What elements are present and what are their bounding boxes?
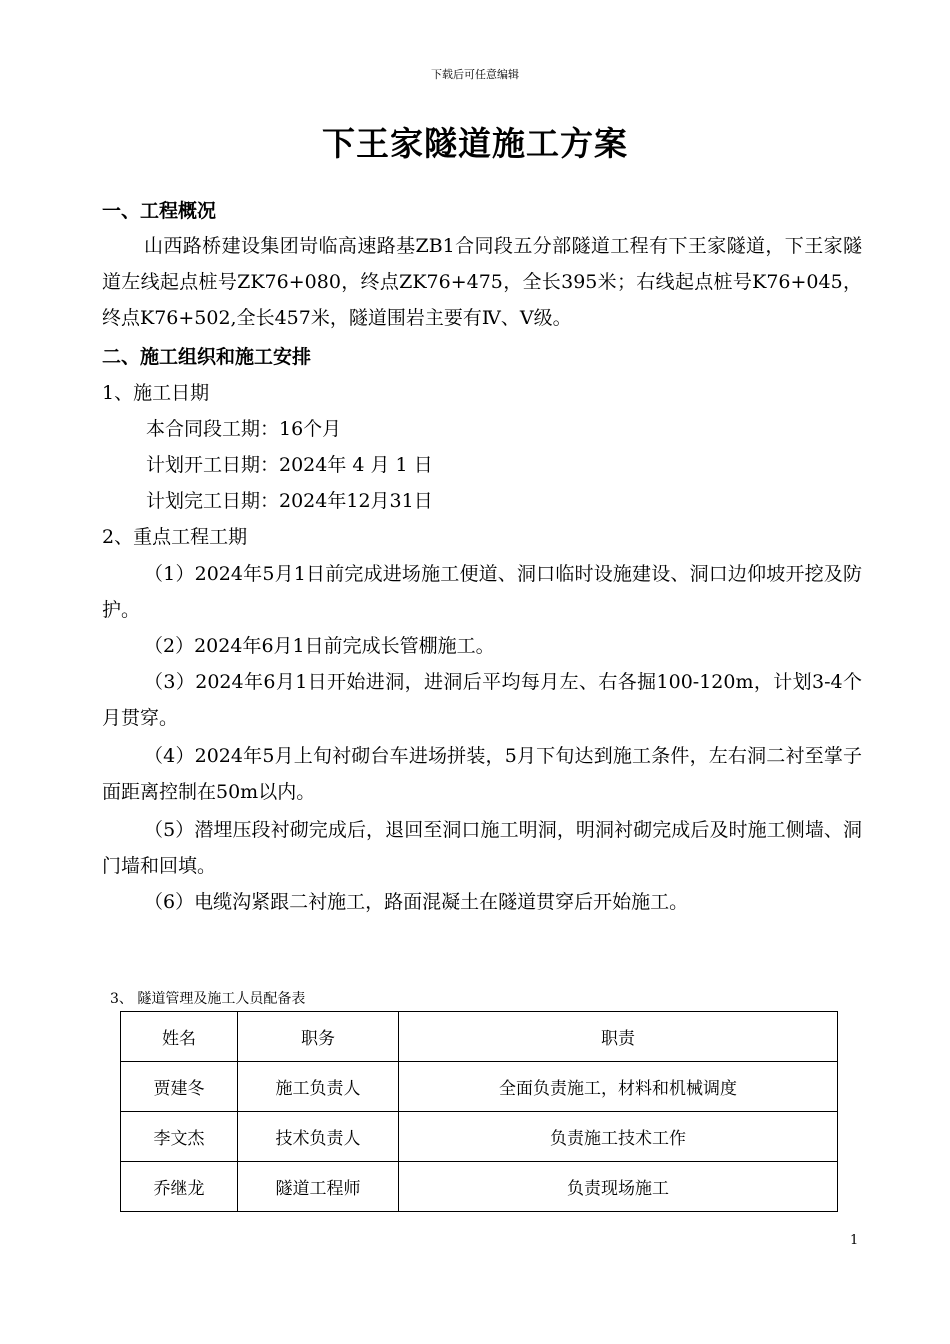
table-cell: 李文杰 xyxy=(121,1112,238,1162)
subsection-2-heading: 2、重点工程工期 xyxy=(102,526,248,548)
table-cell: 隧道工程师 xyxy=(238,1162,399,1212)
milestone-item: （6）电缆沟紧跟二衬施工，路面混凝土在隧道贯穿后开始施工。 xyxy=(144,891,689,913)
schedule-line: 计划完工日期：2024年12月31日 xyxy=(146,490,433,512)
milestone-item: （5）潜埋压段衬砌完成后，退回至洞口施工明洞，明洞衬砌完成后及时施工侧墙、洞门墙和回填。 xyxy=(102,819,862,877)
header-note: 下载后可任意编辑 xyxy=(431,68,519,81)
table-row xyxy=(121,1162,838,1212)
table-header-cell: 职责 xyxy=(399,1012,838,1062)
table-header-cell: 职务 xyxy=(238,1012,399,1062)
milestone-item: （2）2024年6月1日前完成长管棚施工。 xyxy=(144,635,495,657)
section-2-heading: 二、施工组织和施工安排 xyxy=(102,346,312,368)
table-cell: 负责施工技术工作 xyxy=(399,1112,838,1162)
page-number: 1 xyxy=(850,1233,859,1248)
table-row xyxy=(121,1112,838,1162)
schedule-line: 本合同段工期：16个月 xyxy=(146,418,342,440)
table-header-cell: 姓名 xyxy=(121,1012,238,1062)
milestone-item: （4）2024年5月上旬衬砌台车进场拼装，5月下旬达到施工条件，左右洞二衬至掌子面距离控制在50m以内。 xyxy=(102,745,862,803)
table-cell: 全面负责施工，材料和机械调度 xyxy=(399,1062,838,1112)
milestone-item: （3）2024年6月1日开始进洞，进洞后平均每月左、右各掘100-120m，计划3-4个月贯穿。 xyxy=(102,671,862,729)
subsection-1-heading: 1、施工日期 xyxy=(102,382,210,404)
table-cell: 贾建冬 xyxy=(121,1062,238,1112)
document-title: 下王家隧道施工方案 xyxy=(322,124,628,163)
table-cell: 乔继龙 xyxy=(121,1162,238,1212)
table-cell: 技术负责人 xyxy=(238,1112,399,1162)
table-cell: 施工负责人 xyxy=(238,1062,399,1112)
table-caption: 3、 隧道管理及施工人员配备表 xyxy=(110,991,306,1007)
section-1-paragraph: 山西路桥建设集团岢临高速路基ZB1合同段五分部隧道工程有下王家隧道，下王家隧道左线起点桩号ZK76+080，终点ZK76+475，全长395米；右线起点桩号K76+045，终点K76+502,全长457米，隧道围岩主要有Ⅳ、Ⅴ级。 xyxy=(102,235,862,329)
staff-table xyxy=(120,1011,838,1212)
schedule-line: 计划开工日期：2024年 4 月 1 日 xyxy=(146,454,433,476)
section-1-heading: 一、工程概况 xyxy=(102,200,217,222)
table-header-row xyxy=(121,1012,838,1062)
table-cell: 负责现场施工 xyxy=(399,1162,838,1212)
milestone-item: （1）2024年5月1日前完成进场施工便道、洞口临时设施建设、洞口边仰坡开挖及防护。 xyxy=(102,563,862,621)
table-row xyxy=(121,1062,838,1112)
